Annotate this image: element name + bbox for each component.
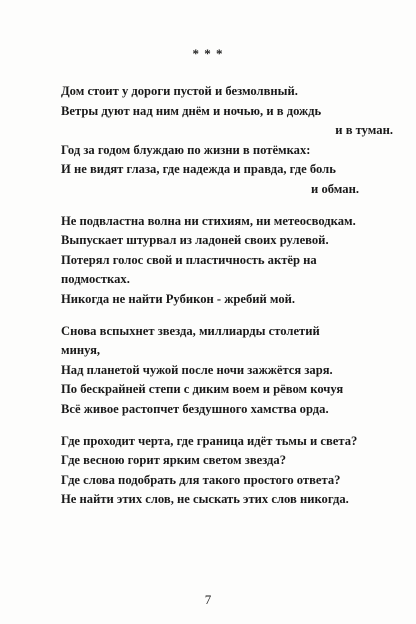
poem-line: Не подвластна волна ни стихиям, ни метеосводкам. — [61, 213, 356, 228]
poem-line: Год за годом блуждаю по жизни в потёмках: — [61, 142, 311, 157]
poem-line: Никогда не найти Рубикон - жребий мой. — [61, 291, 296, 306]
poem-line-continuation: минуя, — [61, 343, 101, 358]
stanza-4 — [61, 432, 401, 510]
poem-line: По бескрайней степи с диким воем и рёвом кочуя — [61, 382, 344, 397]
poem-body — [61, 82, 401, 522]
poem-line: Где весною горит ярким светом звезда? — [61, 453, 287, 468]
poem-line-continuation: и обман. — [311, 181, 359, 196]
poem-line: Потерял голос свой и пластичность актёр на — [61, 252, 317, 267]
poem-line-continuation: и в туман. — [335, 123, 393, 138]
section-divider-stars: * * * — [192, 46, 224, 61]
stanza-3 — [61, 322, 401, 420]
poem-line: Выпускает штурвал из ладоней своих рулевой. — [61, 233, 329, 248]
stanza-2 — [61, 212, 401, 310]
poem-line: Дом стоит у дороги пустой и безмолвный. — [61, 84, 298, 98]
poem-line: Снова вспыхнет звезда, миллиарды столетий — [61, 323, 320, 338]
poem-line: И не видят глаза, где надежда и правда, где боль — [61, 162, 336, 177]
poem-line: Ветры дуют над ним днём и ночью, и в дождь — [61, 103, 322, 118]
poem-line: Где проходит черта, где граница идёт тьмы и света? — [61, 433, 358, 448]
page-number: 7 — [204, 592, 212, 607]
poem-line: Не найти этих слов, не сыскать этих слов никогда. — [61, 492, 349, 507]
poem-line: Всё живое растопчет бездушного хамства орда. — [61, 401, 329, 416]
poem-line-continuation: подмостках. — [61, 272, 130, 287]
poem-line: Где слова подобрать для такого простого ответа? — [61, 472, 341, 487]
stanza-1 — [61, 82, 401, 200]
poem-line: Над планетой чужой после ночи зажжётся заря. — [61, 362, 333, 377]
